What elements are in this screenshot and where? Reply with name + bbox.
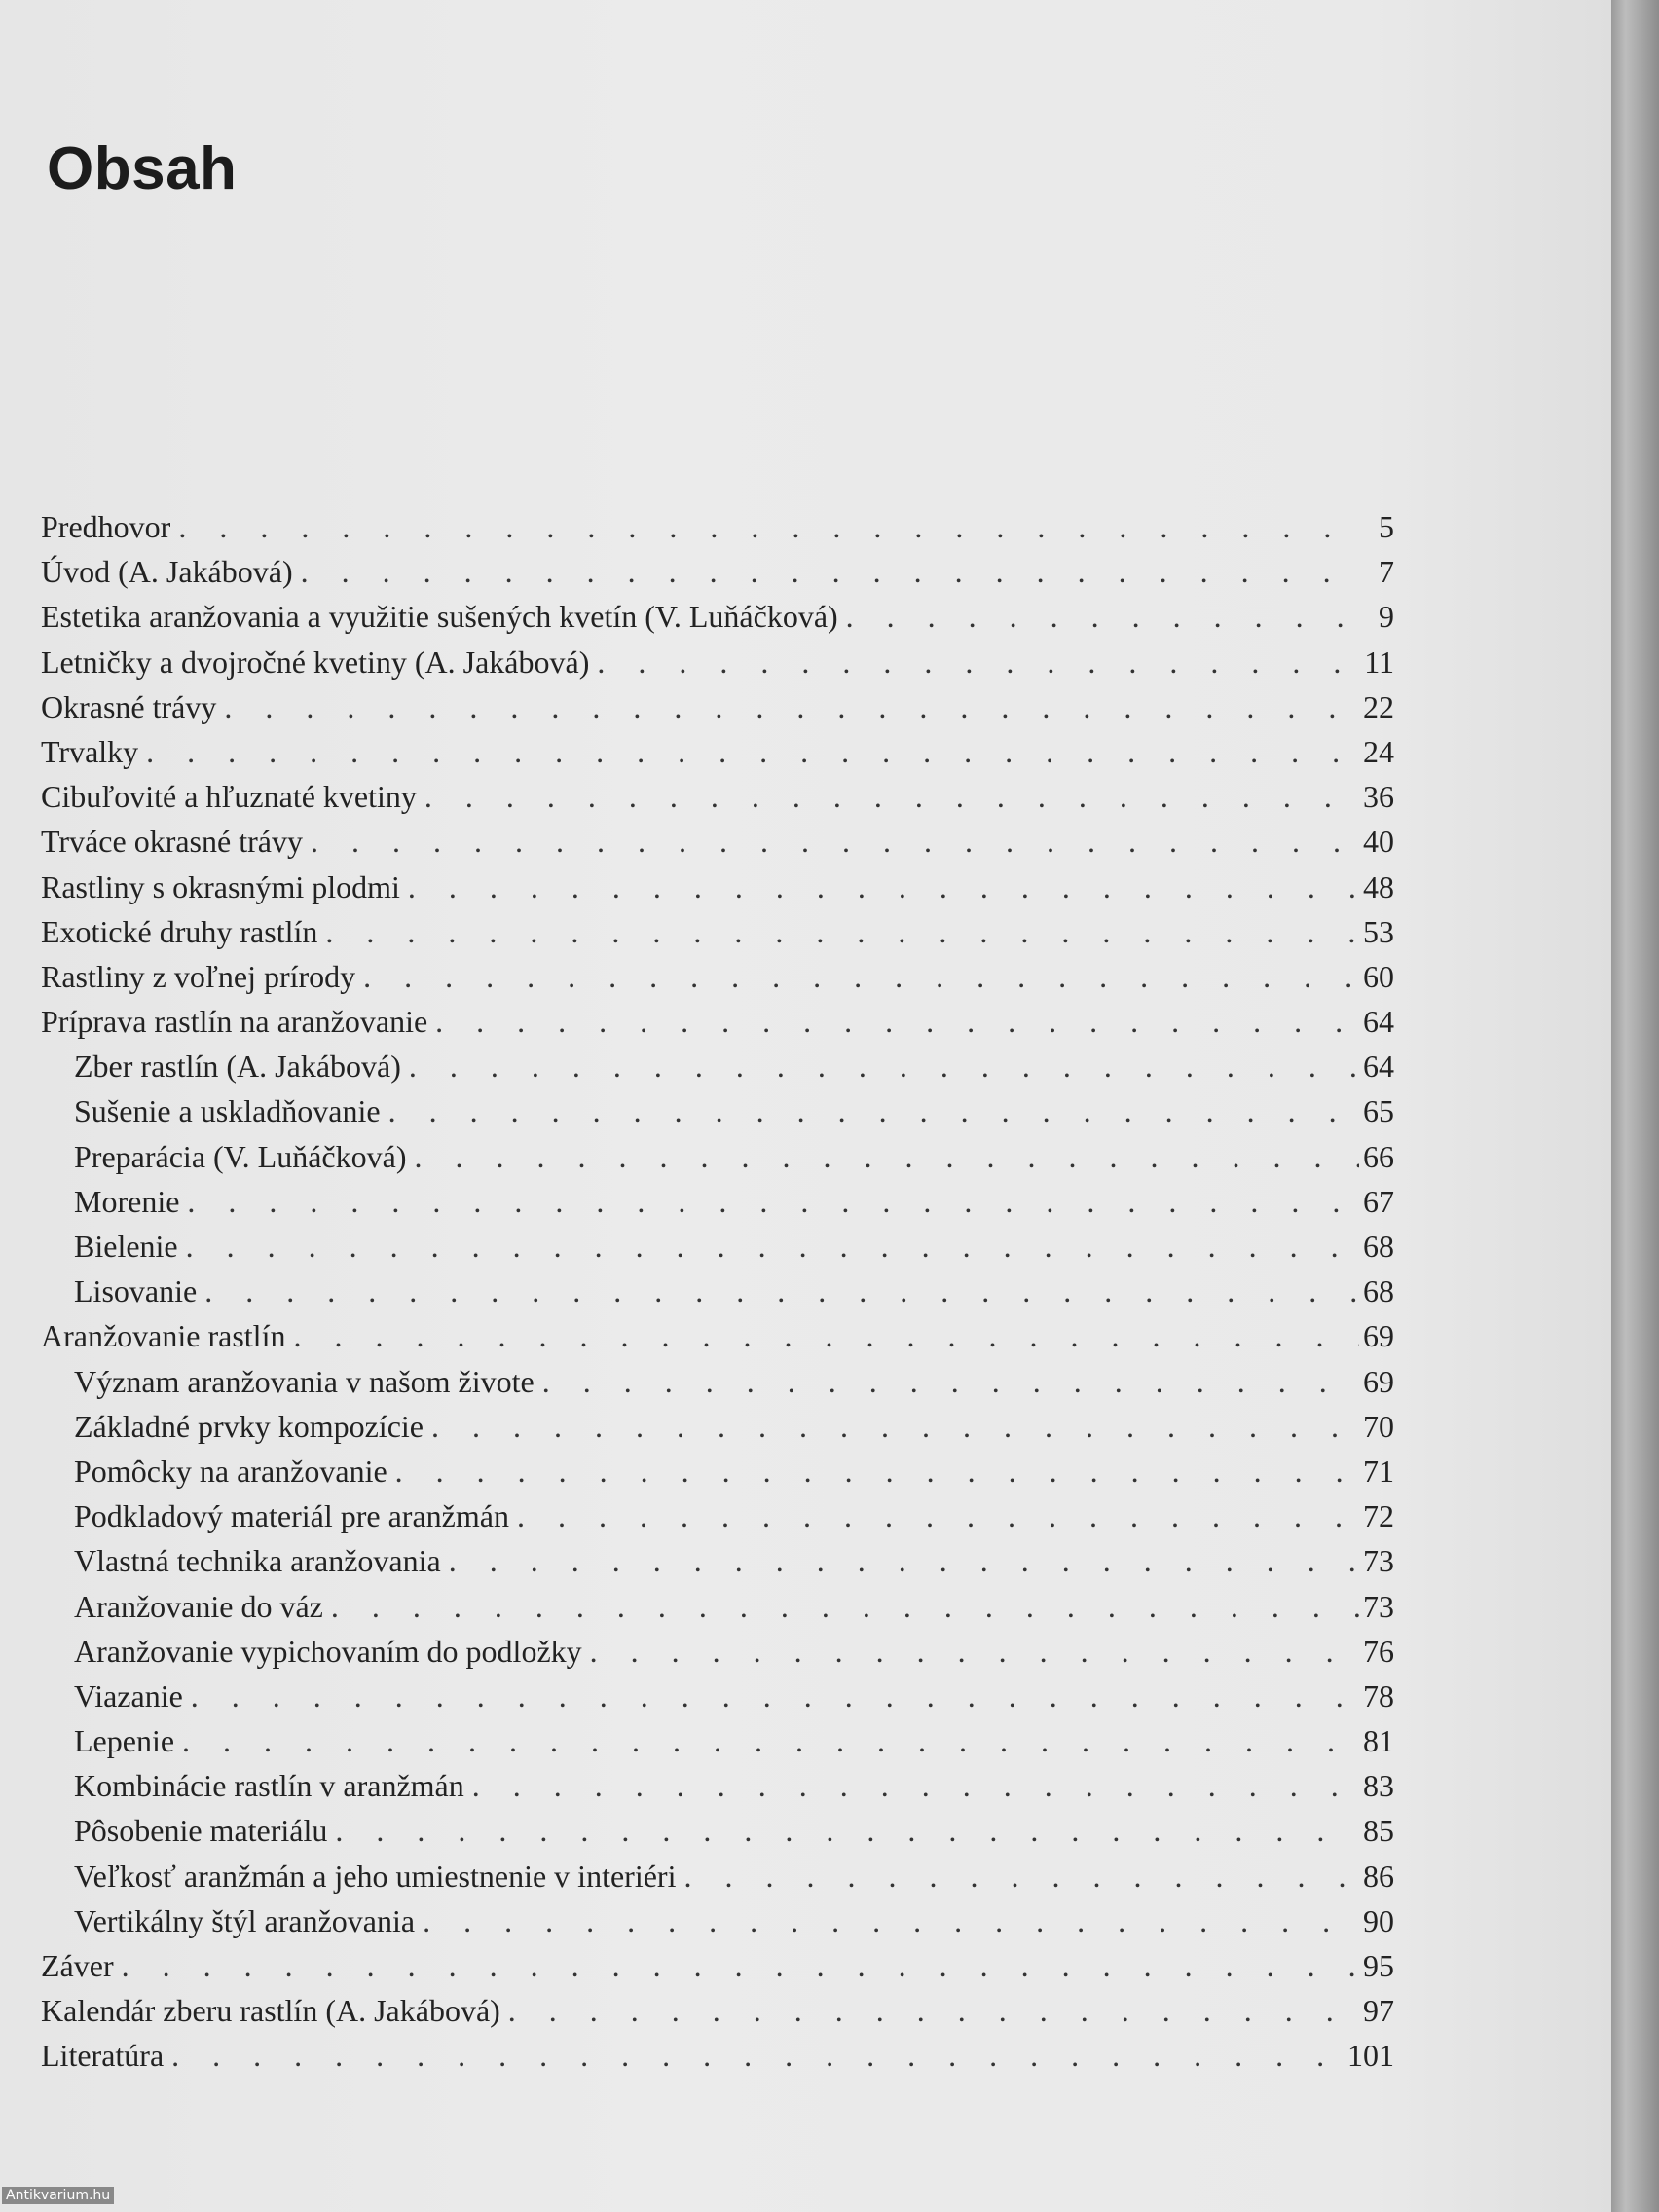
toc-entry-title: Úvod (A. Jakábová): [41, 554, 293, 590]
toc-dot-leader: [174, 1723, 1359, 1759]
toc-entry-page-number: 95: [1363, 1948, 1394, 1983]
toc-entry: [41, 1093, 1394, 1138]
toc-entry: [41, 1004, 1394, 1049]
toc-entry-title: Rastliny s okrasnými plodmi: [41, 868, 400, 904]
toc-dot-leader: [183, 1678, 1359, 1714]
toc-entry-page-number: 86: [1363, 1858, 1394, 1894]
toc-entry-page-number: 68: [1363, 1273, 1394, 1309]
toc-entry: [41, 645, 1394, 689]
toc-entry: [41, 554, 1394, 599]
toc-entry: [41, 1184, 1394, 1229]
toc-dot-leader: [216, 689, 1359, 725]
toc-dot-leader: [179, 1184, 1359, 1220]
toc-dot-leader: [509, 1498, 1359, 1534]
toc-entry-title: Podkladový materiál pre aranžmán: [74, 1498, 509, 1534]
toc-entry: [41, 1768, 1394, 1813]
toc-entry-page-number: 53: [1363, 913, 1394, 949]
toc-entry-page-number: 36: [1363, 779, 1394, 815]
toc-entry: [41, 869, 1394, 914]
toc-dot-leader: [582, 1634, 1359, 1670]
toc-entry-page-number: 7: [1379, 554, 1394, 590]
toc-entry-page-number: 69: [1363, 1363, 1394, 1399]
toc-entry-page-number: 40: [1363, 824, 1394, 860]
toc-entry-title: Estetika aranžovania a využitie sušených kvetín (V. Luňáčková): [41, 599, 838, 635]
toc-entry-page-number: 90: [1363, 1902, 1394, 1938]
toc-dot-leader: [387, 1454, 1359, 1490]
toc-entry-title: Trvalky: [41, 733, 139, 769]
page-title: Obsah: [47, 135, 238, 203]
toc-entry-page-number: 68: [1363, 1229, 1394, 1264]
toc-entry-page-number: 71: [1363, 1453, 1394, 1489]
toc-entry-title: Lisovanie: [74, 1273, 198, 1309]
toc-entry: [41, 599, 1394, 644]
toc-dot-leader: [381, 1093, 1359, 1129]
toc-dot-leader: [355, 959, 1359, 995]
toc-entry: [41, 1678, 1394, 1723]
toc-entry: [41, 1049, 1394, 1093]
toc-dot-leader: [406, 1139, 1359, 1175]
toc-entry-title: Preparácia (V. Luňáčková): [74, 1138, 407, 1174]
toc-entry-page-number: 67: [1363, 1183, 1394, 1219]
toc-entry-title: Veľkosť aranžmán a jeho umiestnenie v interiéri: [74, 1858, 677, 1894]
toc-entry-page-number: 64: [1363, 1049, 1394, 1085]
toc-entry: [41, 824, 1394, 868]
toc-entry: [41, 1589, 1394, 1634]
toc-dot-leader: [178, 1229, 1359, 1265]
watermark: Antikvarium.hu: [2, 2187, 114, 2204]
toc-entry-title: Viazanie: [74, 1677, 183, 1714]
toc-entry-page-number: 76: [1363, 1633, 1394, 1669]
toc-entry: [41, 1498, 1394, 1543]
toc-entry: [41, 779, 1394, 824]
toc-entry-page-number: 65: [1363, 1093, 1394, 1129]
toc-entry-title: Význam aranžovania v našom živote: [74, 1363, 535, 1399]
toc-dot-leader: [535, 1364, 1359, 1400]
toc-entry: [41, 1993, 1394, 2038]
toc-entry: [41, 1903, 1394, 1948]
toc-entry: [41, 2038, 1394, 2083]
toc-entry: [41, 1813, 1394, 1858]
toc-entry-page-number: 70: [1363, 1408, 1394, 1444]
toc-entry-page-number: 78: [1363, 1677, 1394, 1714]
toc-entry-title: Pomôcky na aranžovanie: [74, 1453, 387, 1489]
toc-entry-title: Pôsobenie materiálu: [74, 1813, 328, 1849]
toc-entry-title: Letničky a dvojročné kvetiny (A. Jakábová): [41, 644, 590, 680]
toc-entry-title: Rastliny z voľnej prírody: [41, 958, 356, 994]
toc-dot-leader: [293, 554, 1361, 590]
toc-entry-page-number: 24: [1363, 733, 1394, 769]
toc-entry-title: Záver: [41, 1948, 114, 1983]
toc-entry-title: Sušenie a uskladňovanie: [74, 1093, 381, 1129]
toc-entry-page-number: 69: [1363, 1318, 1394, 1354]
toc-entry: [41, 1139, 1394, 1184]
toc-entry-page-number: 83: [1363, 1768, 1394, 1804]
toc-entry: [41, 734, 1394, 779]
toc-entry: [41, 914, 1394, 959]
toc-entry-title: Kalendár zberu rastlín (A. Jakábová): [41, 1993, 500, 2029]
toc-entry: [41, 1948, 1394, 1993]
toc-dot-leader: [424, 1409, 1359, 1445]
toc-entry-page-number: 11: [1364, 644, 1394, 680]
toc-entry-page-number: 5: [1379, 509, 1394, 544]
toc-entry-page-number: 9: [1379, 599, 1394, 635]
toc-entry: [41, 1634, 1394, 1678]
toc-dot-leader: [197, 1273, 1359, 1309]
toc-entry: [41, 509, 1394, 554]
toc-entry-title: Okrasné trávy: [41, 688, 217, 724]
toc-entry-page-number: 60: [1363, 958, 1394, 994]
toc-dot-leader: [401, 1049, 1359, 1085]
toc-entry-title: Zber rastlín (A. Jakábová): [74, 1049, 401, 1085]
toc-entry-page-number: 101: [1347, 2038, 1394, 2074]
toc-entry: [41, 1364, 1394, 1409]
toc-entry-page-number: 73: [1363, 1588, 1394, 1624]
toc-dot-leader: [838, 599, 1361, 635]
toc-entry-title: Predhovor: [41, 509, 171, 544]
toc-entry-title: Lepenie: [74, 1723, 175, 1759]
toc-dot-leader: [417, 779, 1359, 815]
toc-entry-page-number: 97: [1363, 1993, 1394, 2029]
toc-entry-page-number: 85: [1363, 1813, 1394, 1849]
toc-dot-leader: [303, 824, 1359, 860]
toc-dot-leader: [589, 645, 1360, 681]
toc-entry-title: Kombinácie rastlín v aranžmán: [74, 1768, 464, 1804]
toc-entry-title: Cibuľovité a hľuznaté kvetiny: [41, 779, 417, 815]
toc-entry-title: Vlastná technika aranžovania: [74, 1543, 441, 1579]
toc-entry: [41, 689, 1394, 734]
toc-dot-leader: [327, 1813, 1359, 1849]
toc-entry: [41, 1543, 1394, 1588]
toc-entry-page-number: 64: [1363, 1004, 1394, 1040]
toc-entry-title: Vertikálny štýl aranžovania: [74, 1902, 416, 1938]
toc-dot-leader: [500, 1993, 1359, 2029]
toc-dot-leader: [170, 509, 1361, 545]
toc-dot-leader: [138, 734, 1359, 770]
toc-dot-leader: [114, 1948, 1359, 1984]
toc-entry: [41, 959, 1394, 1004]
toc-entry: [41, 1859, 1394, 1903]
toc-dot-leader: [323, 1589, 1359, 1625]
page-edge-shadow: [1611, 0, 1659, 2212]
toc-dot-leader: [441, 1543, 1359, 1579]
toc-entry-page-number: 22: [1363, 688, 1394, 724]
toc-entry-title: Trváce okrasné trávy: [41, 824, 303, 860]
toc-dot-leader: [400, 869, 1359, 905]
toc-entry-page-number: 66: [1363, 1138, 1394, 1174]
toc-entry-page-number: 48: [1363, 868, 1394, 904]
toc-entry: [41, 1723, 1394, 1768]
table-of-contents: [41, 509, 1394, 2083]
toc-entry-title: Základné prvky kompozície: [74, 1408, 424, 1444]
toc-entry-title: Bielenie: [74, 1229, 178, 1264]
toc-entry-title: Príprava rastlín na aranžovanie: [41, 1004, 428, 1040]
toc-entry-page-number: 72: [1363, 1498, 1394, 1534]
toc-dot-leader: [427, 1004, 1359, 1040]
toc-entry: [41, 1409, 1394, 1454]
toc-entry-title: Aranžovanie vypichovaním do podložky: [74, 1633, 582, 1669]
toc-entry: [41, 1273, 1394, 1318]
toc-entry: [41, 1318, 1394, 1363]
toc-entry-page-number: 81: [1363, 1723, 1394, 1759]
toc-entry-title: Morenie: [74, 1183, 180, 1219]
toc-entry-page-number: 73: [1363, 1543, 1394, 1579]
toc-entry-title: Aranžovanie rastlín: [41, 1318, 286, 1354]
toc-entry: [41, 1454, 1394, 1498]
toc-entry-title: Exotické druhy rastlín: [41, 913, 318, 949]
toc-dot-leader: [317, 914, 1359, 950]
toc-dot-leader: [415, 1903, 1359, 1939]
toc-dot-leader: [164, 2038, 1344, 2074]
toc-dot-leader: [285, 1318, 1359, 1354]
toc-entry-title: Literatúra: [41, 2038, 165, 2074]
toc-dot-leader: [676, 1859, 1359, 1895]
toc-entry: [41, 1229, 1394, 1273]
toc-dot-leader: [464, 1768, 1359, 1804]
toc-entry-title: Aranžovanie do váz: [74, 1588, 323, 1624]
